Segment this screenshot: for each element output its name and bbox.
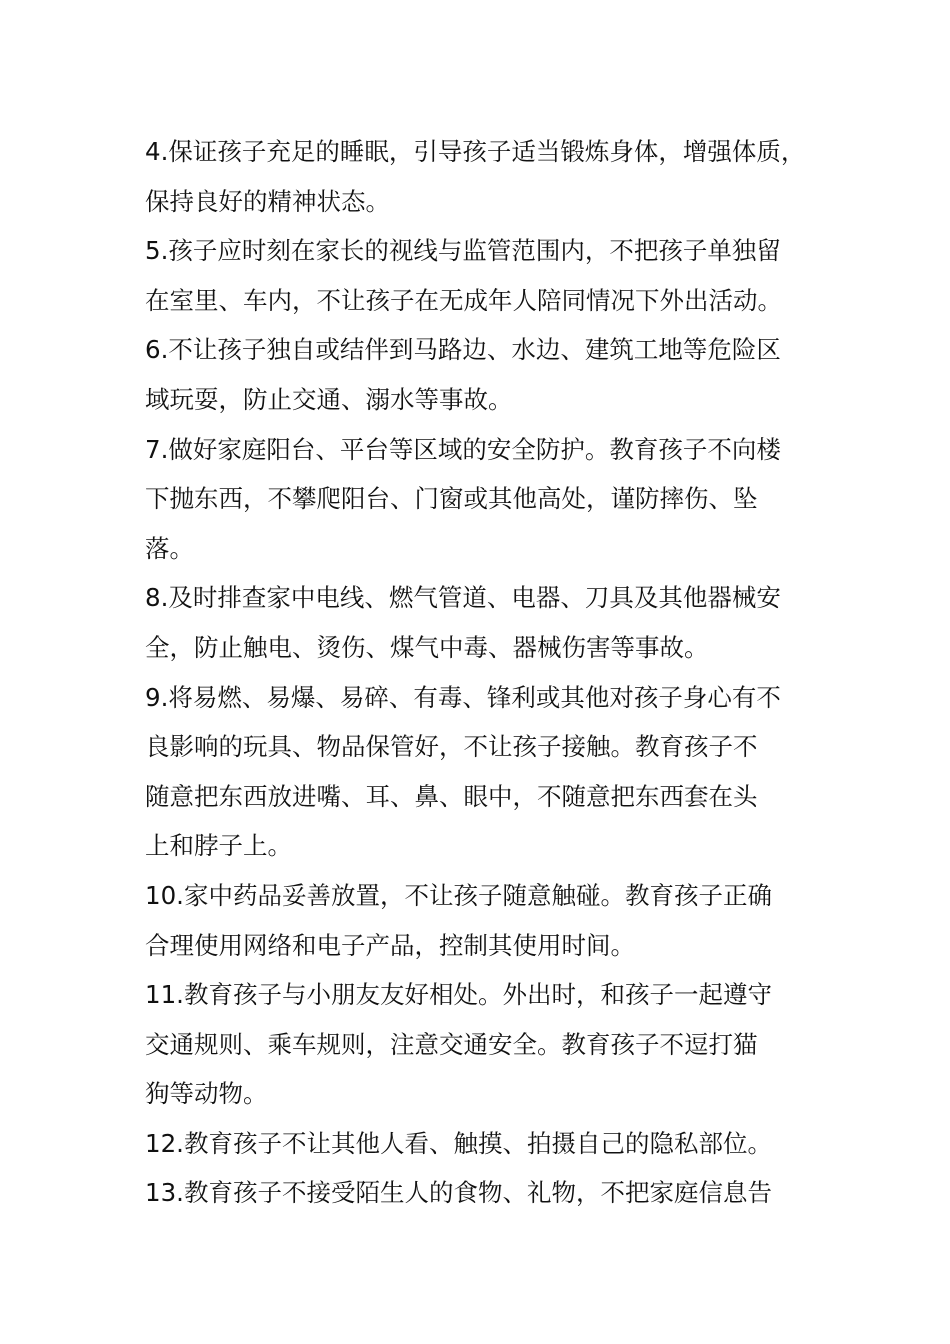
paragraph-item-10: 10.家中药品妥善放置，不让孩子随意触碰。教育孩子正确 合理使用网络和电子产品，控制其使用时间。 — [145, 880, 772, 960]
paragraph-item-8: 8.及时排查家中电线、燃气管道、电器、刀具及其他器械安 全，防止触电、烫伤、煤气中毒、器械伤害等事故。 — [145, 583, 781, 662]
paragraph-item-9: 9.将易燃、易爆、易碎、有毒、锋利或其他对孩子身心有不 良影响的玩具、物品保管好，不让孩子接触。教育孩子不 随意把东西放进嘴、耳、鼻、眼中，不随意把东西套在头 上和脖子上。 — [145, 682, 781, 861]
paragraph-item-11: 11.教育孩子与小朋友友好相处。外出时，和孩子一起遵守 交通规则、乘车规则，注意交通安全。教育孩子不逗打猫 狗等动物。 — [145, 980, 772, 1109]
paragraph-item-13: 13.教育孩子不接受陌生人的食物、礼物，不把家庭信息告 — [145, 1178, 772, 1208]
paragraph-item-6: 6.不让孩子独自或结伴到马路边、水边、建筑工地等危险区 域玩耍，防止交通、溺水等事故。 — [145, 335, 781, 414]
paragraph-item-5: 5.孩子应时刻在家长的视线与监管范围内，不把孩子单独留 在室里、车内，不让孩子在无成年人陪同情况下外出活动。 — [145, 236, 782, 315]
paragraph-item-7: 7.做好家庭阳台、平台等区域的安全防护。教育孩子不向楼 下抛东西，不攀爬阳台、门窗或其他高处，谨防摔伤、坠 落。 — [145, 434, 781, 563]
document-body — [145, 127, 810, 1218]
paragraph-item-12: 12.教育孩子不让其他人看、触摸、拍摄自己的隐私部位。 — [145, 1128, 772, 1158]
paragraph-item-4: 4.保证孩子充足的睡眠，引导孩子适当锻炼身体，增强体质， 保持良好的精神状态。 — [145, 137, 806, 216]
